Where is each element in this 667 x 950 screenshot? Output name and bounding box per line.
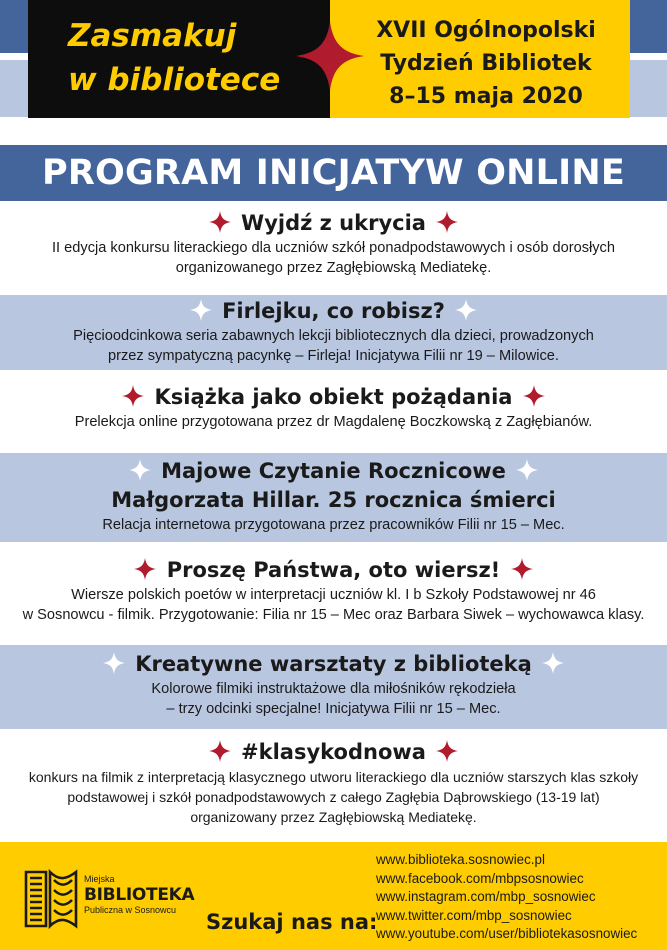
- link-website[interactable]: www.biblioteka.sosnowiec.pl: [376, 852, 545, 867]
- program-item-title: [0, 297, 667, 326]
- event-line-2: Tydzień Bibliotek: [380, 51, 592, 76]
- program-item-majowe-czytanie: [0, 453, 667, 542]
- program-item-description: [0, 767, 667, 827]
- description-line: organizowanego przez Zagłębiowską Mediatekę.: [175, 260, 492, 276]
- program-item-title-text: Książka jako obiekt pożądania: [154, 385, 513, 409]
- logo-line-3: Publiczna w Sosnowcu: [84, 905, 177, 915]
- description-line: – trzy odcinki specjalne! Inicjatywa Filii nr 15 – Mec.: [166, 701, 501, 717]
- description-line: Pięcioodcinkowa seria zabawnych lekcji bibliotecznych dla dzieci, prowadzonych: [73, 328, 594, 344]
- red-star-icon: [209, 211, 231, 233]
- description-line: II edycja konkursu literackiego dla uczniów szkół ponadpodstawowych i osób dorosłych: [52, 240, 615, 256]
- header-banner: [0, 0, 667, 118]
- white-star-icon: [190, 299, 212, 321]
- page-title: PROGRAM INICJATYW ONLINE: [42, 153, 625, 193]
- program-item-firlejku: [0, 295, 667, 370]
- program-item-title: [0, 383, 667, 412]
- red-star-icon: [134, 558, 156, 580]
- program-item-title-text: Majowe Czytanie Rocznicowe: [161, 459, 506, 483]
- red-star-icon: [436, 211, 458, 233]
- program-item-description: [0, 238, 667, 278]
- slogan-line-1: Zasmakuj: [68, 18, 237, 54]
- program-item-title-text: #klasykodnowa: [241, 740, 426, 764]
- event-info: [330, 14, 642, 113]
- link-youtube[interactable]: www.youtube.com/user/bibliotekasosnowiec: [376, 926, 638, 941]
- logo-line-1: Miejska: [84, 874, 115, 884]
- program-item-subtitle: Małgorzata Hillar. 25 rocznica śmierci: [111, 488, 556, 512]
- description-line: Kolorowe filmiki instruktażowe dla miłośników rękodzieła: [151, 681, 516, 697]
- open-book-logo-icon: [22, 868, 78, 930]
- program-item-title-text: Kreatywne warsztaty z biblioteką: [135, 652, 532, 676]
- red-star-icon: [209, 740, 231, 762]
- description-line: Prelekcja online przygotowana przez dr Magdalenę Boczkowską z Zagłębianów.: [74, 414, 593, 430]
- program-item-title-text: Proszę Państwa, oto wiersz!: [166, 558, 501, 582]
- description-line: Wiersze polskich poetów w interpretacji uczniów kl. I b Szkoły Podstawowej nr 46: [71, 587, 596, 603]
- header-red-star-icon: [296, 22, 364, 90]
- red-star-icon: [436, 740, 458, 762]
- program-item-ksiazka: [0, 383, 667, 443]
- description-line: przez sympatyczną pacynkę – Firleja! Inicjatywa Filii nr 19 – Milowice.: [108, 348, 559, 364]
- program-item-title-text: Firlejku, co robisz?: [222, 299, 445, 323]
- program-item-description: [0, 585, 667, 625]
- program-item-prosze-panstwa: [0, 556, 667, 634]
- footer: [0, 842, 667, 950]
- library-logo: [22, 868, 195, 930]
- program-item-description: [0, 326, 667, 366]
- white-star-icon: [129, 459, 151, 481]
- search-label: Szukaj nas na:: [206, 910, 378, 934]
- program-item-wyjdz-z-ukrycia: [0, 207, 667, 291]
- social-links: [376, 851, 637, 944]
- program-item-title: [0, 556, 667, 585]
- program-item-klasykodnowa: [0, 738, 667, 838]
- program-item-description: [0, 412, 667, 432]
- slogan: [68, 14, 318, 102]
- event-line-3: 8–15 maja 2020: [389, 84, 583, 109]
- program-item-description: [0, 679, 667, 719]
- slogan-line-2: w bibliotece: [68, 62, 281, 98]
- description-line: organizowany przez Zagłębiowską Mediatekę.: [190, 809, 477, 825]
- program-item-title-text: Wyjdź z ukrycia: [241, 211, 426, 235]
- white-star-icon: [455, 299, 477, 321]
- white-star-icon: [542, 652, 564, 674]
- program-item-kreatywne-warsztaty: [0, 645, 667, 729]
- white-star-icon: [103, 652, 125, 674]
- program-item-title: [0, 738, 667, 767]
- program-item-title: [0, 209, 667, 238]
- title-bar: [0, 145, 667, 201]
- description-line: Relacja internetowa przygotowana przez pracowników Filii nr 15 – Mec.: [102, 517, 565, 533]
- red-star-icon: [523, 385, 545, 407]
- link-instagram[interactable]: www.instagram.com/mbp_sosnowiec: [376, 889, 596, 904]
- red-star-icon: [122, 385, 144, 407]
- program-item-title: [0, 650, 667, 679]
- link-twitter[interactable]: www.twitter.com/mbp_sosnowiec: [376, 907, 572, 923]
- description-line: w Sosnowcu - filmik. Przygotowanie: Filia nr 15 – Mec oraz Barbara Siwek – wychowawca klasy.: [22, 607, 645, 623]
- description-line: podstawowej i szkół ponadpodstawowych z całego Zagłębia Dąbrowskiego (13-19 lat): [67, 789, 600, 805]
- event-line-1: XVII Ogólnopolski: [376, 18, 596, 43]
- logo-line-2: BIBLIOTEKA: [84, 885, 195, 905]
- white-star-icon: [516, 459, 538, 481]
- program-item-title: [0, 457, 667, 486]
- link-facebook[interactable]: www.facebook.com/mbpsosnowiec: [376, 870, 584, 886]
- description-line: konkurs na filmik z interpretacją klasycznego utworu literackiego dla uczniów starszych klas szkoły: [28, 769, 639, 785]
- logo-text: [84, 874, 194, 916]
- program-item-description: [0, 515, 667, 535]
- red-star-icon: [511, 558, 533, 580]
